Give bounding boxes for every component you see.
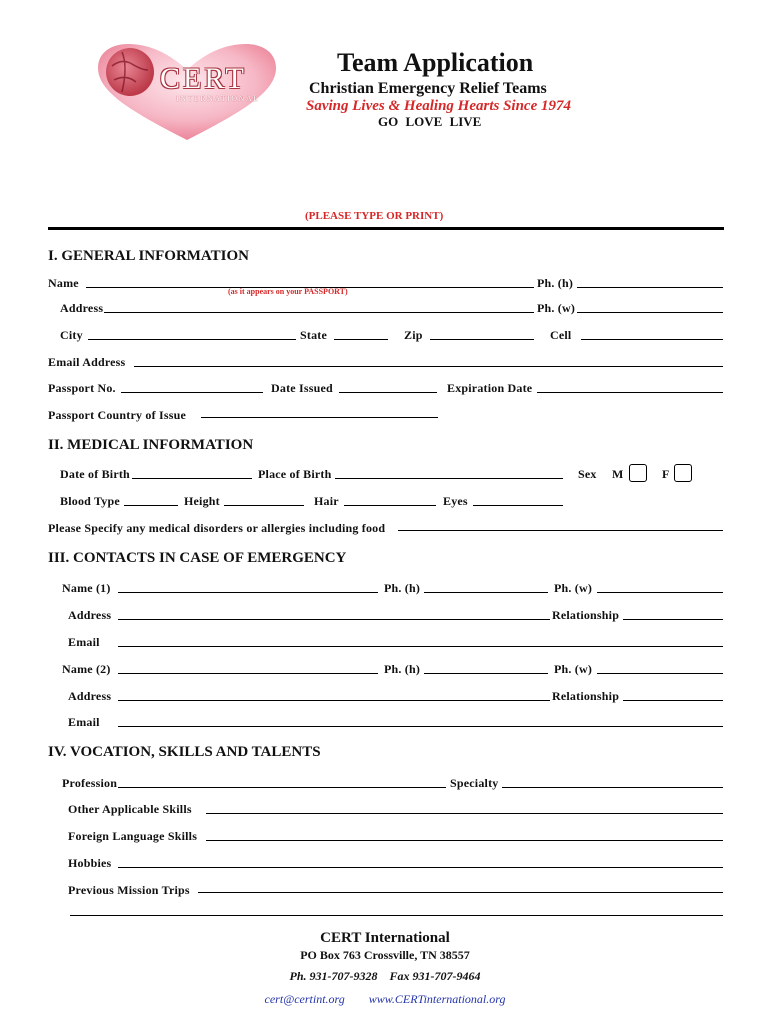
- address-label: Address: [60, 301, 104, 315]
- languages-field[interactable]: [206, 840, 723, 841]
- mission-trips-field-extra[interactable]: [70, 915, 723, 916]
- medical-disorders-label: Please Specify any medical disorders or allergies including food: [48, 521, 386, 535]
- contact2-relationship-label: Relationship: [552, 689, 620, 703]
- footer-fax: Fax 931-707-9464: [389, 969, 481, 983]
- expiration-field[interactable]: [537, 392, 723, 393]
- page-title: Team Application: [337, 48, 534, 77]
- eyes-field[interactable]: [473, 505, 563, 506]
- pob-label: Place of Birth: [258, 467, 332, 481]
- sex-f-checkbox[interactable]: [674, 464, 692, 482]
- section-medical-heading: II. MEDICAL INFORMATION: [48, 437, 254, 453]
- dob-label: Date of Birth: [60, 467, 130, 481]
- contact2-email-label: Email: [68, 715, 100, 729]
- contact2-email-field[interactable]: [118, 726, 723, 727]
- tagline: Saving Lives & Healing Hearts Since 1974: [306, 98, 571, 114]
- hobbies-label: Hobbies: [68, 856, 112, 870]
- print-instruction: (PLEASE TYPE OR PRINT): [305, 210, 444, 222]
- mission-trips-label: Previous Mission Trips: [68, 883, 190, 897]
- work-phone-label: Ph. (w): [537, 301, 576, 315]
- footer-links: [0, 992, 770, 1007]
- contact1-email-label: Email: [68, 635, 100, 649]
- contact1-name-field[interactable]: [118, 592, 378, 593]
- contact2-name-label: Name (2): [62, 662, 111, 676]
- state-field[interactable]: [334, 339, 388, 340]
- passport-no-label: Passport No.: [48, 381, 116, 395]
- other-skills-field[interactable]: [206, 813, 723, 814]
- work-phone-field[interactable]: [577, 312, 723, 313]
- zip-field[interactable]: [430, 339, 534, 340]
- expiration-label: Expiration Date: [447, 381, 533, 395]
- blood-type-label: Blood Type: [60, 494, 120, 508]
- contact1-work-phone-field[interactable]: [597, 592, 723, 593]
- hair-field[interactable]: [344, 505, 436, 506]
- header-divider: [48, 227, 724, 230]
- contact1-name-label: Name (1): [62, 581, 111, 595]
- contact1-email-field[interactable]: [118, 646, 723, 647]
- footer-org-name: CERT International: [320, 930, 450, 946]
- cell-label: Cell: [550, 328, 572, 342]
- height-field[interactable]: [224, 505, 304, 506]
- eyes-label: Eyes: [443, 494, 468, 508]
- footer-phone-fax: [0, 969, 770, 984]
- contact2-home-phone-field[interactable]: [424, 673, 548, 674]
- motto: GO LOVE LIVE: [378, 114, 482, 129]
- cell-field[interactable]: [581, 339, 723, 340]
- organization-name: Christian Emergency Relief Teams: [309, 80, 547, 97]
- home-phone-field[interactable]: [577, 287, 723, 288]
- section-vocation-heading: IV. VOCATION, SKILLS AND TALENTS: [48, 744, 321, 760]
- contact2-name-field[interactable]: [118, 673, 378, 674]
- specialty-label: Specialty: [450, 776, 499, 790]
- state-label: State: [300, 328, 327, 342]
- contact2-work-phone-field[interactable]: [597, 673, 723, 674]
- contact2-address-field[interactable]: [118, 700, 550, 701]
- other-skills-label: Other Applicable Skills: [68, 802, 192, 816]
- email-label: Email Address: [48, 355, 126, 369]
- city-field[interactable]: [88, 339, 296, 340]
- contact1-address-field[interactable]: [118, 619, 550, 620]
- address-field[interactable]: [104, 312, 534, 313]
- footer-address: PO Box 763 Crossville, TN 38557: [300, 948, 470, 962]
- date-issued-label: Date Issued: [271, 381, 333, 395]
- sex-f-label: F: [662, 467, 670, 481]
- footer-website-link[interactable]: www.CERTinternational.org: [368, 992, 506, 1006]
- contact2-work-phone-label: Ph. (w): [554, 662, 593, 676]
- contact1-relationship-field[interactable]: [623, 619, 723, 620]
- contact2-relationship-field[interactable]: [623, 700, 723, 701]
- logo-subtext: INTERNATIONAL: [176, 94, 260, 103]
- hair-label: Hair: [314, 494, 339, 508]
- city-label: City: [60, 328, 83, 342]
- contact2-address-label: Address: [68, 689, 112, 703]
- date-issued-field[interactable]: [339, 392, 437, 393]
- home-phone-label: Ph. (h): [537, 276, 574, 290]
- contact1-address-label: Address: [68, 608, 112, 622]
- contact1-home-phone-label: Ph. (h): [384, 581, 421, 595]
- blood-type-field[interactable]: [124, 505, 178, 506]
- contact1-home-phone-field[interactable]: [424, 592, 548, 593]
- passport-country-field[interactable]: [201, 417, 438, 418]
- footer-phone: Ph. 931-707-9328: [289, 969, 378, 983]
- sex-m-label: M: [612, 467, 624, 481]
- profession-field[interactable]: [118, 787, 446, 788]
- passport-country-label: Passport Country of Issue: [48, 408, 187, 422]
- contact1-relationship-label: Relationship: [552, 608, 620, 622]
- email-field[interactable]: [134, 366, 723, 367]
- languages-label: Foreign Language Skills: [68, 829, 198, 843]
- name-label: Name: [48, 276, 79, 290]
- section-general-heading: I. GENERAL INFORMATION: [48, 248, 249, 264]
- dob-field[interactable]: [132, 478, 252, 479]
- passport-no-field[interactable]: [121, 392, 263, 393]
- profession-label: Profession: [62, 776, 118, 790]
- mission-trips-field[interactable]: [198, 892, 723, 893]
- pob-field[interactable]: [335, 478, 563, 479]
- specialty-field[interactable]: [502, 787, 723, 788]
- contact2-home-phone-label: Ph. (h): [384, 662, 421, 676]
- zip-label: Zip: [404, 328, 423, 342]
- sex-m-checkbox[interactable]: [629, 464, 647, 482]
- logo-wordmark: CERT: [160, 62, 247, 95]
- contact1-work-phone-label: Ph. (w): [554, 581, 593, 595]
- sex-label: Sex: [578, 467, 597, 481]
- name-hint: (as it appears on your PASSPORT): [228, 287, 348, 296]
- hobbies-field[interactable]: [118, 867, 723, 868]
- height-label: Height: [184, 494, 220, 508]
- footer-email-link[interactable]: cert@certint.org: [264, 992, 345, 1006]
- medical-disorders-field[interactable]: [398, 530, 723, 531]
- section-contacts-heading: III. CONTACTS IN CASE OF EMERGENCY: [48, 550, 347, 566]
